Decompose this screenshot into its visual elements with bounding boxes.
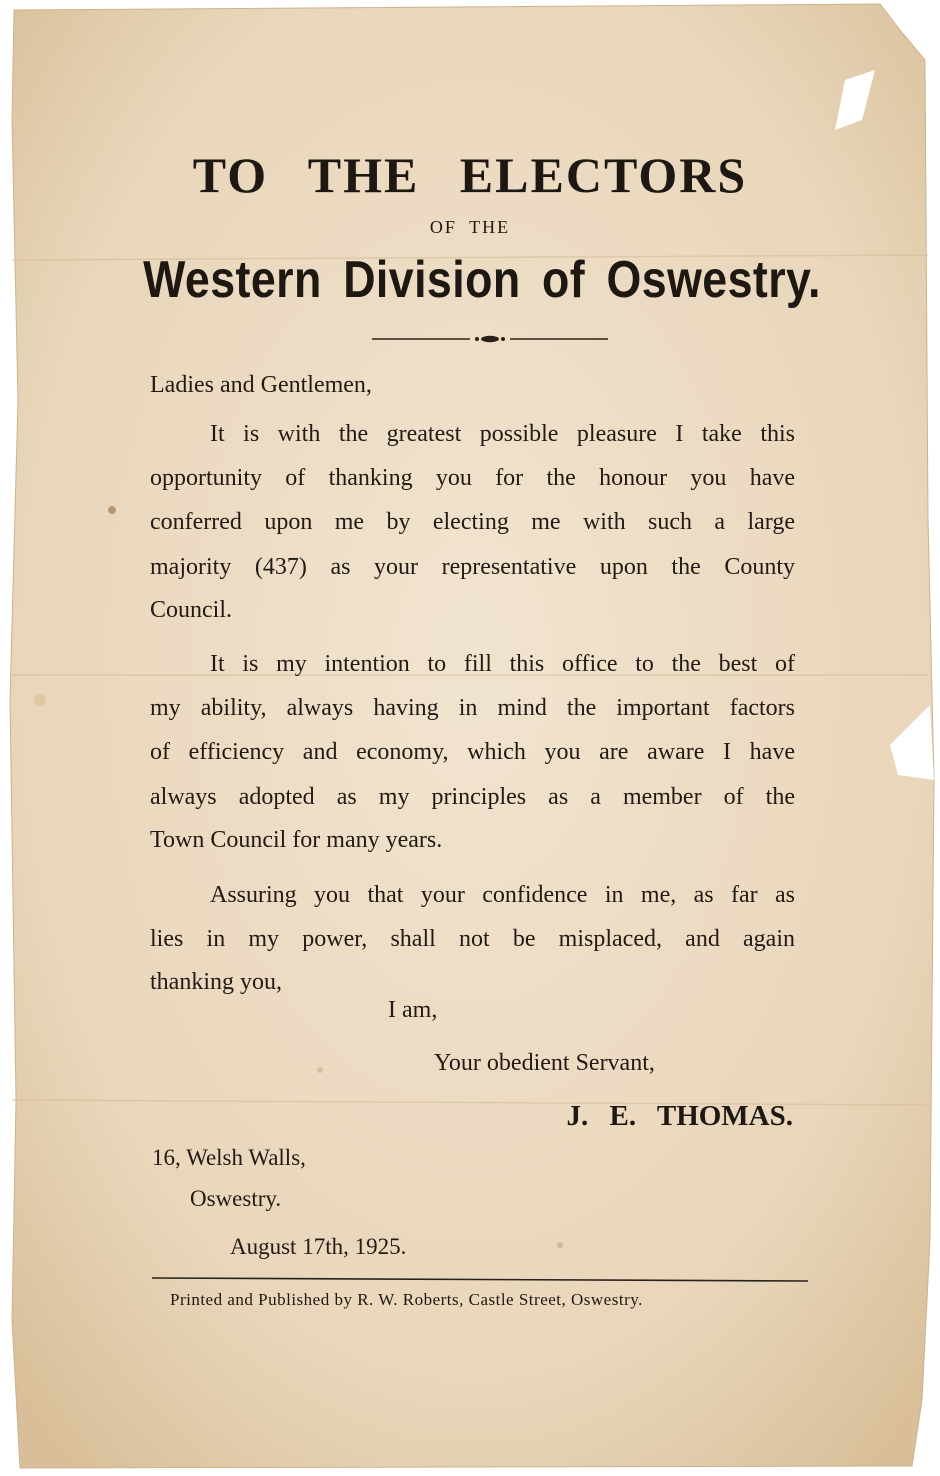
paragraph-2-line: of efficiency and economy, which you are aware I have xyxy=(150,739,795,765)
printer-imprint: Printed and Published by R. W. Roberts, Castle Street, Oswestry. xyxy=(170,1290,643,1309)
paragraph-3-line: Assuring you that your confidence in me, as far as xyxy=(210,882,795,908)
paragraph-1-line: majority (437) as your representative upon the County xyxy=(150,554,795,580)
title-heading: TO THE ELECTORS xyxy=(192,147,748,203)
paragraph-2-line: my ability, always having in mind the important factors xyxy=(150,695,795,721)
address-date: August 17th, 1925. xyxy=(230,1234,407,1259)
paragraph-3-line: thanking you, xyxy=(150,969,282,995)
paragraph-2-line: always adopted as my principles as a member of the xyxy=(150,784,795,810)
paragraph-1-line: opportunity of thanking you for the honour you have xyxy=(150,465,795,491)
salutation: Ladies and Gentlemen, xyxy=(150,372,372,398)
closing-servant: Your obedient Servant, xyxy=(434,1050,655,1076)
subtitle-heading: OF THE xyxy=(429,217,511,237)
paragraph-1-line: It is with the greatest possible pleasure I take this xyxy=(210,421,795,447)
paragraph-2-line: Town Council for many years. xyxy=(150,827,443,853)
address-street: 16, Welsh Walls, xyxy=(152,1145,306,1170)
paragraph-3-line: lies in my power, shall not be misplaced, and again xyxy=(150,926,795,952)
paragraph-1-line: conferred upon me by electing me with such a large xyxy=(150,509,795,535)
paragraph-2-line: It is my intention to fill this office to the best of xyxy=(210,651,795,677)
closing-i-am: I am, xyxy=(388,997,438,1023)
address-town: Oswestry. xyxy=(190,1186,282,1211)
paragraph-1-line: Council. xyxy=(150,597,232,623)
division-heading: Western Division of Oswestry. xyxy=(143,251,821,309)
signature: J. E. THOMAS. xyxy=(566,1100,793,1132)
